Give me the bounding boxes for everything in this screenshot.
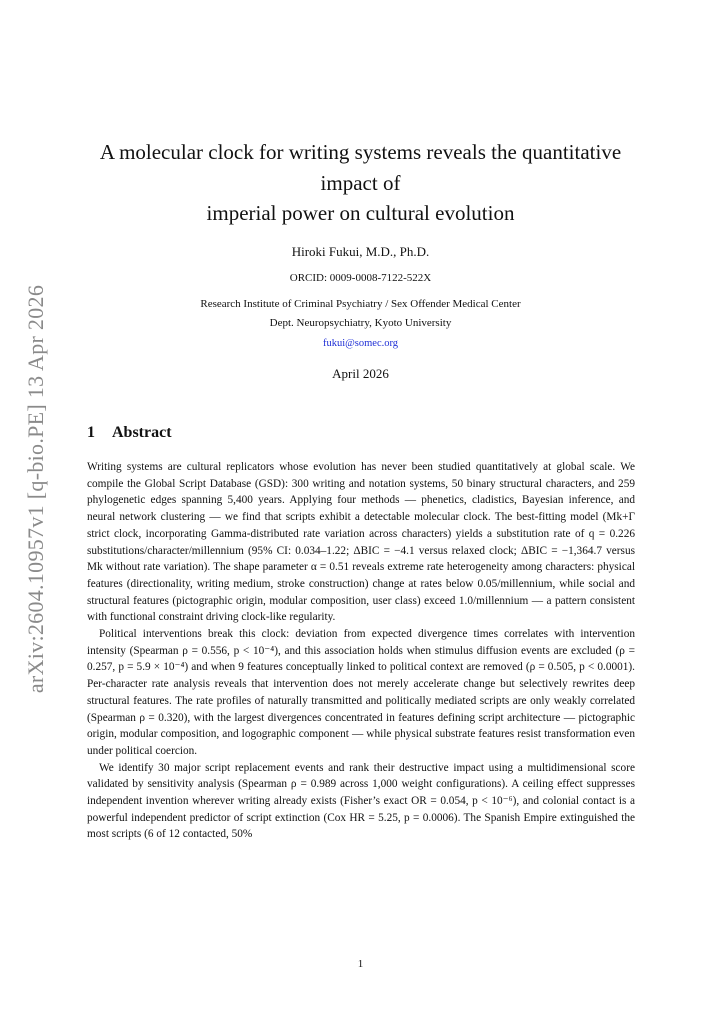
- email-link[interactable]: fukui@somec.org: [322, 338, 399, 349]
- author-email[interactable]: [0, 338, 721, 349]
- section-heading-abstract: [87, 424, 172, 442]
- paper-title: [80, 137, 641, 229]
- title-line-3: imperial power on cultural evolution: [206, 201, 515, 225]
- author-name: Hiroki Fukui, M.D., Ph.D.: [291, 244, 430, 259]
- affiliation-line-2: Dept. Neuropsychiatry, Kyoto University: [269, 317, 452, 329]
- section-title: Abstract: [112, 424, 172, 441]
- author-orcid: ORCID: 0009-0008-7122-522X: [289, 272, 432, 284]
- publication-date: April 2026: [332, 366, 389, 381]
- title-line-1: A molecular clock for writing systems reveals the quantitative: [99, 140, 622, 164]
- author-affiliation: [0, 295, 721, 333]
- abstract-body: [87, 459, 635, 843]
- abstract-paragraph-3: We identify 30 major script replacement events and rank their destructive impact using a multidimensional score validated by sensitivity analysis (Spearman ρ = 0.989 across 1,000 weight configurations). A ceiling effect suppresses independent invention wherever writing already exists (Fisher’s exact OR = 0.054, p < 10⁻⁶), and colonial contact is a powerful independent predictor of script extinction (Cox HR = 5.25, p = 0.0006). The Spanish Empire extinguished the most scripts (6 of 12 contacted, 50%: [87, 761, 635, 841]
- abstract-paragraph-1: Writing systems are cultural replicators whose evolution has never been studied quantitatively at global scale. We compile the Global Script Database (GSD): 300 writing and notation systems, 50 binary structural characters, and 259 phylogenetic edges spanning 5,400 years. Applying four methods — phenetics, cladistics, Bayesian inference, and neural network clustering — we find that scripts exhibit a detectable molecular clock. The best-fitting model (Mk+Γ strict clock, incorporating Gamma-distributed rate variation across characters) yields a substitution rate of q = 0.226 substitutions/character/millennium (95% CI: 0.034–1.22; ΔBIC = −4.1 versus relaxed clock; ΔBIC = −1,364.7 versus Mk without rate variation). The shape parameter α = 0.51 reveals extreme rate heterogeneity among characters: physical features (directionality, writing medium, stroke construction) change at rates below 0.05/millennium, while social and structural features (pictographic origin, modular composition, user class) exceed 1.0/millennium — a pattern consistent with functional constraint driving clock-like regularity.: [87, 461, 635, 624]
- title-line-2: impact of: [320, 170, 401, 195]
- abstract-paragraph-2: Political interventions break this clock: deviation from expected divergence times correlates with intervention intensity (Spearman ρ = 0.556, p < 10⁻⁴), and this association holds when stimulus diffusion events are excluded (ρ = 0.257, p = 5.9 × 10⁻⁴) and when 9 features conceptually linked to political context are removed (ρ = 0.505, p < 0.0001). Per-character rate analysis reveals that intervention does not merely accelerate change but selectively rewrites deep structural features. The rate profiles of naturally transmitted and politically mediated scripts are only weakly correlated (Spearman ρ = 0.320), with the largest divergences concentrated in features defining script architecture — pictographic origin, modular composition, and logographic component — while physical substrate features resist transformation even under political coercion.: [87, 628, 635, 757]
- page-number: 1: [357, 958, 364, 970]
- affiliation-line-1: Research Institute of Criminal Psychiatry / Sex Offender Medical Center: [200, 298, 521, 310]
- section-number: 1: [87, 424, 95, 441]
- arxiv-stamp-text: arXiv:2604.10957v1 [q-bio.PE] 13 Apr 2026: [23, 284, 48, 694]
